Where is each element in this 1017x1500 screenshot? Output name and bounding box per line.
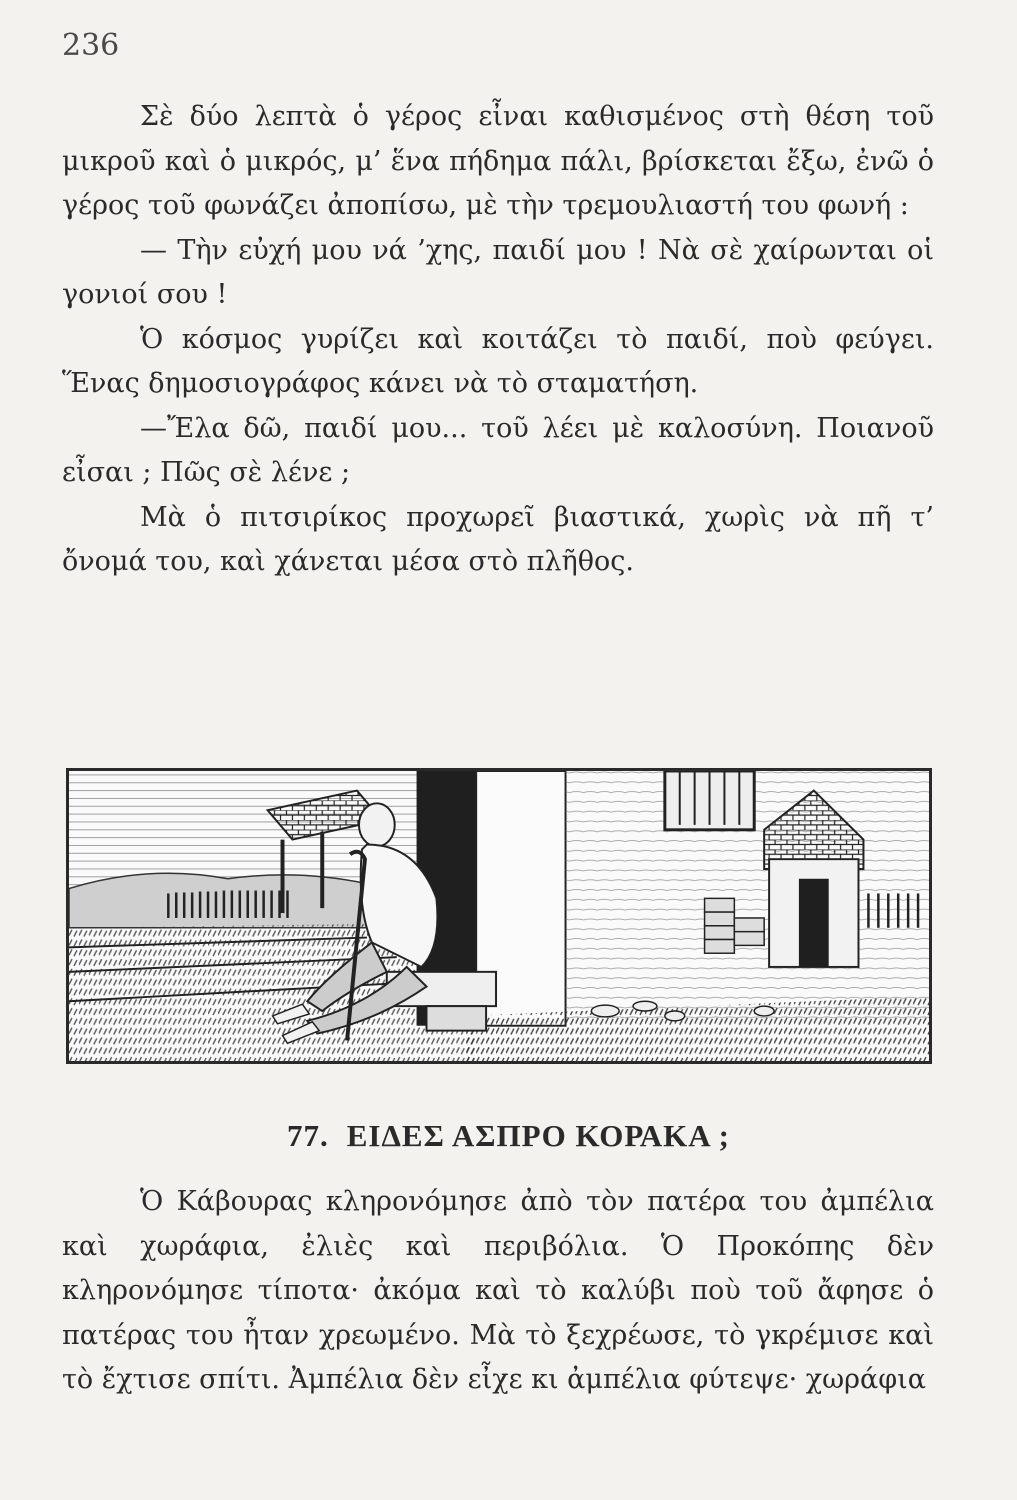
bottom-text-block — [62, 1180, 934, 1403]
chapter-heading — [0, 1118, 1017, 1154]
paragraph: Σὲ δύο λεπτὰ ὁ γέρος εἶναι καθισμένος στὴ θέση τοῦ μικροῦ καὶ ὁ μικρός, μ’ ἕνα πήδημα πάλι, βρίσκεται ἔξω, ἐνῶ ὁ γέρος τοῦ φωνάζει ἀποπίσω, μὲ τὴν τρεμουλιαστή του φωνή : — [62, 101, 934, 221]
chapter-number: 77. — [286, 1118, 329, 1153]
paragraph: Ὁ Κάβουρας κληρονόμησε ἀπὸ τὸν πατέρα του ἀμπέλια καὶ χωράφια, ἐλιὲς καὶ περιβόλια. Ὁ Προκόπης δὲν κληρονόμησε τίποτα· ἀκόμα καὶ τὸ καλύβι ποὺ τοῦ ἄφησε ὁ πατέρας του ἦταν χρεωμένο. Μὰ τὸ ξεχρέωσε, τὸ γκρέμισε καὶ τὸ ἔχτισε σπίτι. Ἀμπέλια δὲν εἶχε κι ἀμπέλια φύτεψε· χωράφια — [62, 1186, 934, 1395]
old-man-on-bench-illustration — [69, 771, 929, 1061]
paragraph: — Τὴν εὐχή μου νά ’χης, παιδί μου ! Νὰ σὲ χαίρωνται οἱ γονιοί σου ! — [62, 234, 934, 310]
paragraph: Ὁ κόσμος γυρίζει καὶ κοιτάζει τὸ παιδί, ποὺ φεύγει. Ἕνας δημοσιογράφος κάνει νὰ τὸ σταματήση. — [62, 323, 934, 399]
page-number: 236 — [62, 28, 120, 63]
paragraph: —Ἔλα δῶ, παιδί μου... τοῦ λέει μὲ καλοσύνη. Ποιανοῦ εἶσαι ; Πῶς σὲ λένε ; — [62, 412, 934, 488]
chapter-title: ΕΙΔΕΣ ΑΣΠΡΟ ΚΟΡΑΚΑ ; — [346, 1118, 730, 1153]
woodcut-illustration — [66, 768, 932, 1064]
paragraph: Μὰ ὁ πιτσιρίκος προχωρεῖ βιαστικά, χωρὶς νὰ πῆ τ’ ὄνομά του, καὶ χάνεται μέσα στὸ πλῆθος. — [62, 501, 934, 577]
top-text-block — [62, 95, 934, 585]
